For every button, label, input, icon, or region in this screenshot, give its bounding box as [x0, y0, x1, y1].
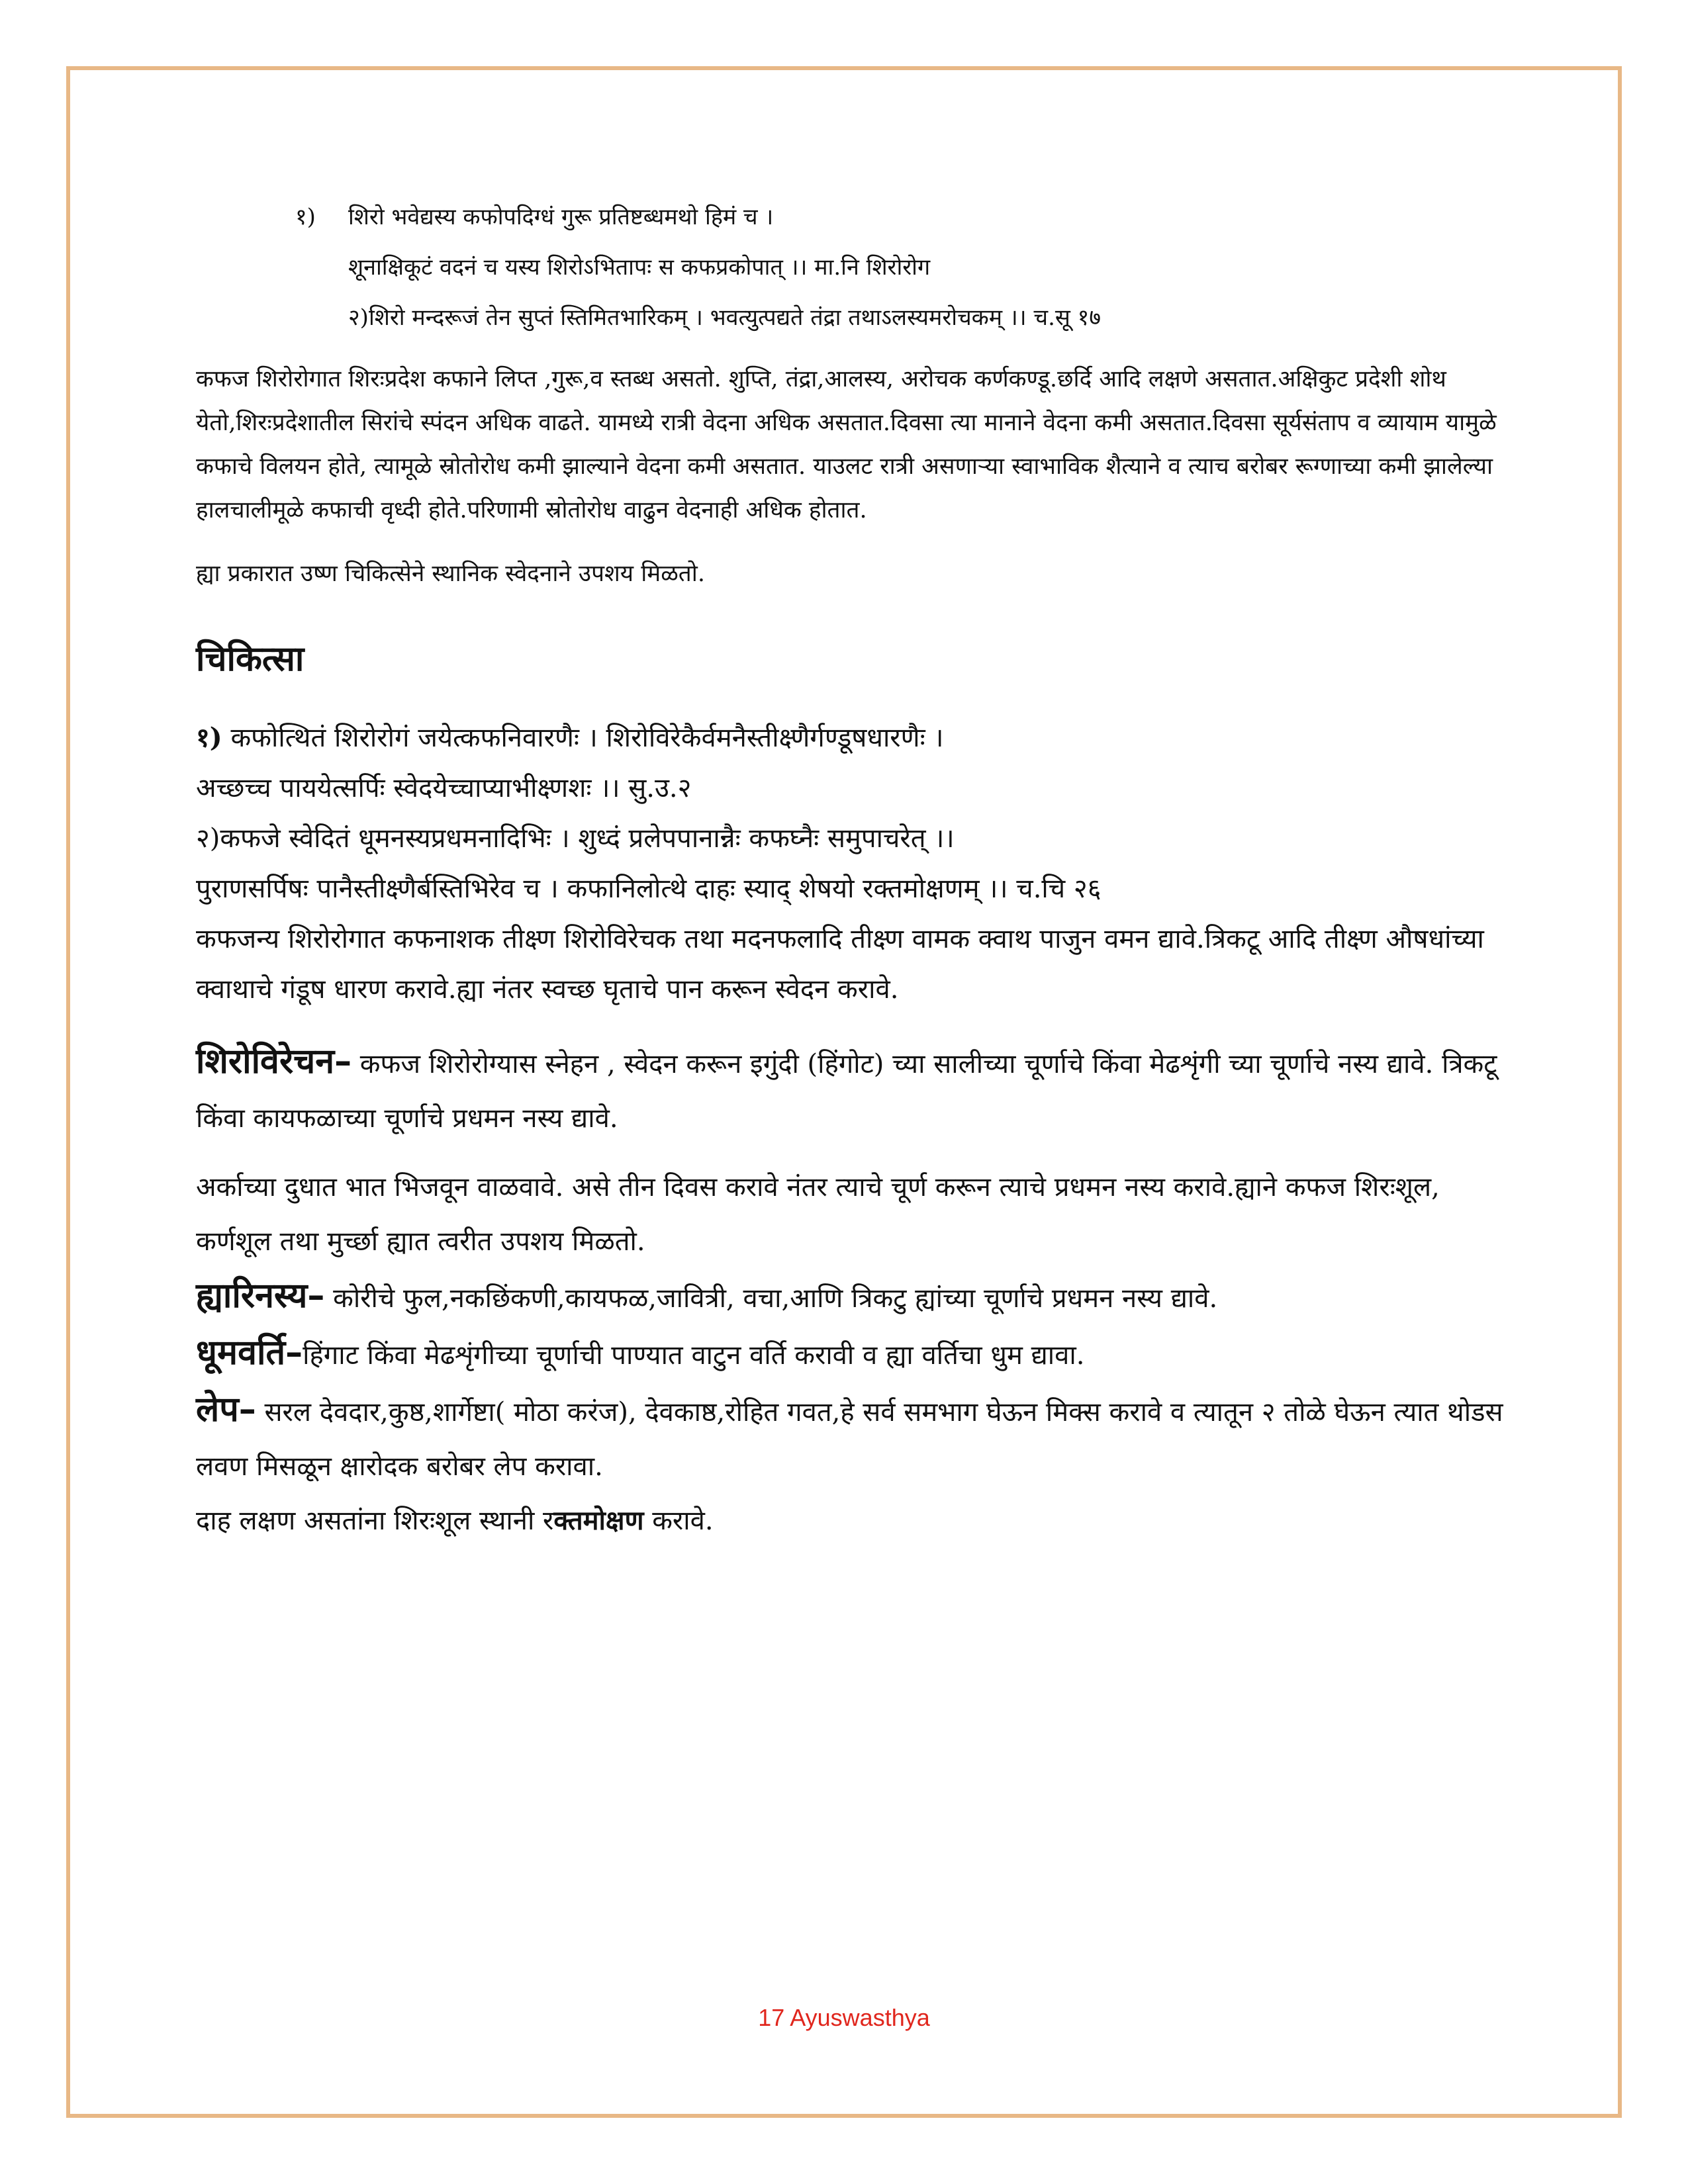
term-heading: शिरोविरेचन– — [196, 1042, 352, 1081]
term-heading: लेप– — [196, 1390, 256, 1430]
term-text: कफज शिरोरोग्यास स्नेहन , स्वेदन करून इगुंदी (हिंगोट) च्या सालीच्या चूर्णाचे किंवा मेढशृंगी च्या चूर्णाचे नस्य द्यावे. त्रिकटू किंवा कायफळाच्या चूर्णाचे प्रधमन नस्य द्यावे. — [196, 1049, 1497, 1134]
shirovirechan-paragraph — [196, 1034, 1507, 1146]
treatment-block — [196, 713, 1507, 1015]
daha-text-start: दाह लक्षण असतांना शिरःशूल स्थानी र — [196, 1506, 554, 1536]
lep-paragraph — [196, 1383, 1507, 1494]
treatment-text: कफोत्थितं शिरोरोगं जयेत्कफनिवारणैः । शिरोविरेकैर्वमनैस्तीक्ष्णैर्गण्डूषधारणैः । — [222, 723, 944, 753]
treatment-line-1 — [196, 713, 1507, 763]
verse-number: १) — [295, 204, 316, 230]
treatment-line-4: पुराणसर्पिषः पानैस्तीक्ष्णैर्बस्तिभिरेव च । कफानिलोत्थे दाहः स्याद् शेषयो रक्तमोक्षणम् ।। च.चि २६ — [196, 874, 1102, 904]
section-heading-chikitsa: चिकित्सा — [196, 639, 305, 679]
term-text: हिंगाट किंवा मेढशृंगीच्या चूर्णाची पाण्यात वाटुन वर्ति करावी व ह्या वर्तिचा धुम द्यावा. — [303, 1340, 1085, 1371]
kaphaja-description-paragraph: कफज शिरोरोगात शिरःप्रदेश कफाने लिप्त ,गुरू,व स्तब्ध असतो. शुप्ति, तंद्रा,आलस्य, अरोचक कर्णकण्डू.छर्दि आदि लक्षणे असतात.अक्षिकुट प्रदेशी शोथ येतो,शिरःप्रदेशातील सिरांचे स्पंदन अधिक वाढते. यामध्ये रात्री वेदना अधिक असतात.दिवसा त्या मानाने वेदना कमी असतात.दिवसा सूर्यसंताप व व्यायाम यामुळे कफाचे विलयन होते, त्यामूळे स्रोतोरोध कमी झाल्याने वेदना कमी असतात. याउलट रात्री असणाऱ्या स्वाभाविक शैत्याने व त्याच बरोबर रूग्णाच्या कमी झालेल्या हालचालीमूळे कफाची वृध्दी होते.परिणामी स्रोतोरोध वाढुन वेदनाही अधिक होतात. — [196, 366, 1497, 523]
verse-block — [196, 192, 1507, 343]
daha-text-end: करावे. — [643, 1506, 714, 1536]
verse-line-3: २)शिरो मन्दरूजं तेन सुप्तं स्तिमितभारिकम् । भवत्युत्पद्यते तंद्रा तथाऽलस्यमरोचकम् ।। च.सू १७ — [348, 304, 1102, 331]
treatment-number: १) — [196, 722, 222, 753]
page-content — [196, 192, 1507, 1548]
verse-line-2: शूनाक्षिकूटं वदनं च यस्य शिरोऽभितापः स कफप्रकोपात् ।। मा.नि शिरोरोग — [348, 254, 931, 281]
arka-paragraph: अर्काच्या दुधात भात भिजवून वाळवावे. असे तीन दिवस करावे नंतर त्याचे चूर्ण करून त्याचे प्रधमन नस्य करावे.ह्याने कफज शिरःशूल, कर्णशूल तथा मुर्च्छा ह्यात त्वरीत उपशय मिळतो. — [196, 1172, 1440, 1257]
daha-paragraph — [196, 1494, 1507, 1548]
hyarinasya-paragraph — [196, 1269, 1507, 1326]
verse-text: शिरो भवेद्यस्य कफोपदिग्धं गुरू प्रतिष्टब्धमथो हिमं च । — [348, 204, 774, 230]
verse-line-1 — [295, 192, 1507, 242]
treatment-explanation: कफजन्य शिरोरोगात कफनाशक तीक्ष्ण शिरोविरेचक तथा मदनफलादि तीक्ष्ण वामक क्वाथ पाजुन वमन द्यावे.त्रिकटू आदि तीक्ष्ण औषधांच्या क्वाथाचे गंडूष धारण करावे.ह्या नंतर स्वच्छ घृताचे पान करून स्वेदन करावे. — [196, 924, 1484, 1005]
term-heading: ह्यारिनस्य– — [196, 1276, 325, 1316]
treatment-line-2: अच्छच्च पाययेत्सर्पिः स्वेदयेच्चाप्याभीक्ष्णशः ।। सु.उ.२ — [196, 773, 692, 803]
term-text: कोरीचे फुल,नकछिंकणी,कायफळ,जावित्री, वचा,आणि त्रिकटु ह्यांच्या चूर्णाचे प्रधमन नस्य द्यावे. — [324, 1283, 1218, 1314]
term-text: सरल देवदार,कुष्ठ,शार्गेष्टा( मोठा करंज), देवकाष्ठ,रोहित गवत,हे सर्व समभाग घेऊन मिक्स करावे व त्यातून २ तोळे घेऊन त्यात थोडस लवण मिसळून क्षारोदक बरोबर लेप करावा. — [196, 1397, 1503, 1482]
raktamokshan-bold: क्तमोक्षण — [553, 1505, 644, 1536]
term-heading: धूमवर्ति– — [196, 1333, 303, 1373]
ushna-chikitsa-paragraph: ह्या प्रकारात उष्ण चिकित्सेने स्थानिक स्वेदनाने उपशय मिळतो. — [196, 561, 705, 587]
page-footer: 17 Ayuswasthya — [758, 2004, 930, 2031]
treatment-line-3: २)कफजे स्वेदितं धूमनस्यप्रधमनादिभिः । शुध्दं प्रलेपपानान्नैः कफघ्नैः समुपाचरेत् ।। — [196, 823, 955, 854]
dhumavarti-paragraph — [196, 1326, 1507, 1383]
